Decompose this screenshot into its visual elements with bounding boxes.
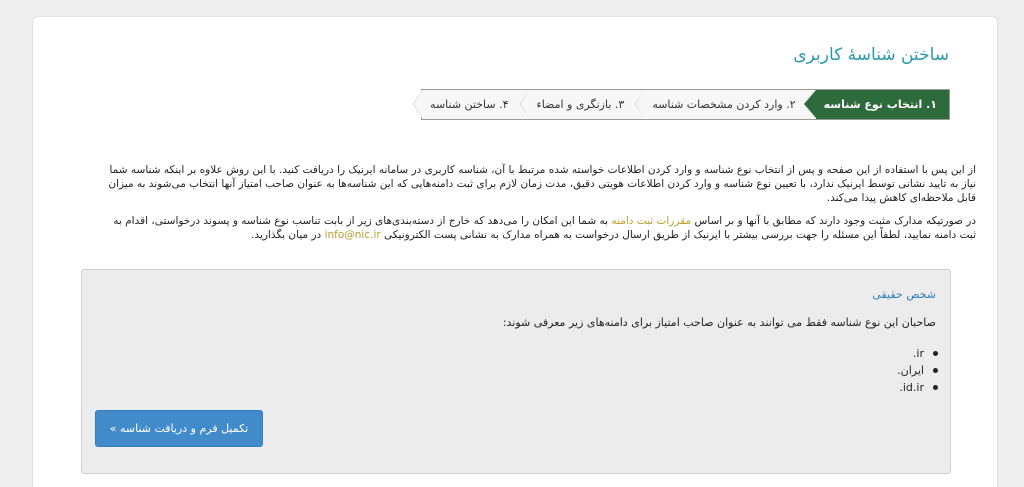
para2-text-start: در صورتیکه مدارک مثبت وجود دارند که مطابق با آنها و بر اساس: [691, 215, 976, 227]
box-description: صاحبان این نوع شناسه فقط می توانند به عنوان صاحب امتیاز برای دامنه‌های زیر معرفی شوند:: [502, 316, 936, 329]
domain-item: [897, 379, 938, 396]
complete-form-button[interactable]: تکمیل فرم و دریافت شناسه »: [95, 410, 263, 447]
bullet-icon: [933, 385, 938, 390]
domain-item: [897, 362, 938, 379]
box-title: شخص حقیقی: [872, 288, 936, 301]
step-create: ۴. ساختن شناسه: [422, 90, 528, 119]
registration-rules-link[interactable]: مقررات ثبت دامنه: [611, 215, 692, 227]
domain-text: .id.ir: [899, 381, 924, 394]
domain-list: [897, 345, 938, 396]
para2-text-end: در میان بگذارید.: [251, 229, 325, 241]
email-link[interactable]: info@nic.ir: [324, 229, 381, 241]
intro-paragraph-1: از این پس با استفاده از این صفحه و پس از انتخاب نوع شناسه و وارد کردن اطلاعات خواسته شده مرتبط با آن، شناسه کاربری در سامانه ایرنیک را دریافت کنید. با این روش علاوه بر اینکه شناسه شما نیاز به تایید نشانی توسط ایرنیک ندارد، با تعیین نوع شناسه و وارد کردن اطلاعات هویتی دقیق، مدت زمان لازم برای ثبت دامنه‌هایی که این شناسه‌ها به عنوان صاحب امتیاز آنها انتخاب می‌شوند به میزان قابل ملاحظه‌ای کاهش پیدا می‌کند.: [108, 164, 976, 204]
bullet-icon: [933, 351, 938, 356]
domain-text: .ir: [912, 347, 924, 360]
person-type-box: [81, 269, 951, 474]
domain-item: [897, 345, 938, 362]
bullet-icon: [933, 368, 938, 373]
step-enter-details: ۲. وارد کردن مشخصات شناسه: [644, 90, 815, 119]
para2-text-middle: به شما این امکان را می‌دهد که خارج از دسته‌بندی‌های زیر از بابت تناسب نوع شناسه و پسوند درخواستی، اقدام به ثبت دامنه نمایید، لطفاً این مسئله را جهت بررسی بیشتر با ایرنیک از طریق ارسال درخواست به همراه مدارک به نشانی پست الکترونیکی: [113, 215, 976, 241]
step-select-type: ۱. انتخاب نوع شناسه: [816, 90, 949, 119]
step-review-sign: ۳. بازنگری و امضاء: [529, 90, 645, 119]
page-title: ساختن شناسهٔ کاربری: [793, 45, 949, 65]
wizard-steps: [421, 89, 950, 120]
domain-text: .ایران: [897, 364, 924, 377]
intro-paragraph-2: [96, 214, 976, 242]
